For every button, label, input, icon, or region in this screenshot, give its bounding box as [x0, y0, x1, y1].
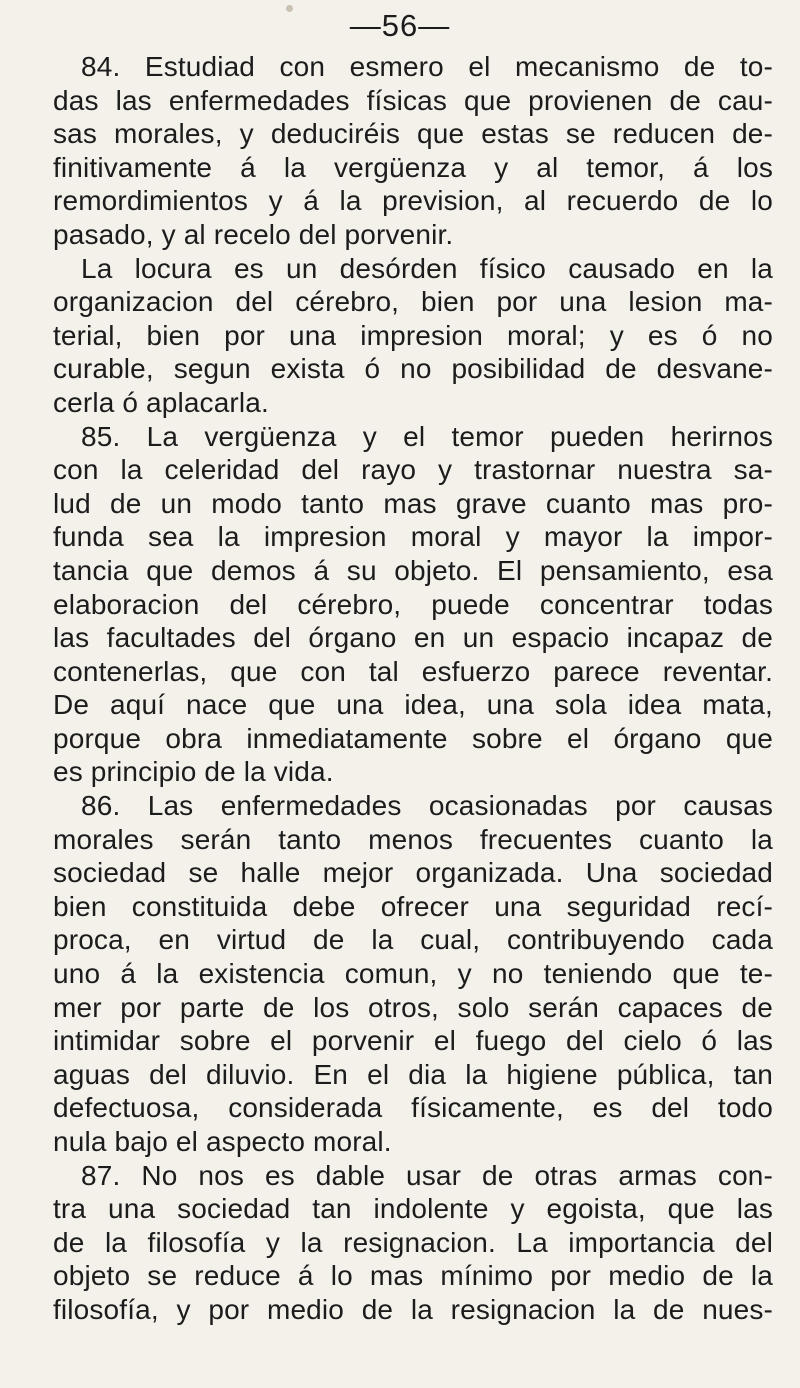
text-line: intimidar sobre el porvenir el fuego del cielo ó las: [53, 1025, 773, 1057]
text-line: nula bajo el aspecto moral.: [53, 1126, 392, 1157]
text-line: mer por parte de los otros, solo serán capaces de: [53, 991, 773, 1023]
text-line: pasado, y al recelo del porvenir.: [53, 218, 454, 250]
text-line: cerla ó aplacarla.: [53, 386, 269, 418]
text-line: tancia que demos á su objeto. El pensamiento, esa: [53, 554, 773, 586]
text-line: funda sea la impresion moral y mayor la impor-: [53, 521, 773, 553]
text-line: das las enfermedades físicas que provienen de cau-: [53, 84, 773, 116]
text-line: de la filosofía y la resignacion. La importancia del: [53, 1226, 773, 1258]
text-line: aguas del diluvio. En el dia la higiene pública, tan: [53, 1058, 773, 1090]
text-line: organizacion del cérebro, bien por una lesion ma-: [53, 286, 773, 318]
text-line: uno á la existencia comun, y no teniendo que te-: [53, 958, 773, 990]
text-line: finitivamente á la vergüenza y al temor, á los: [53, 151, 773, 183]
text-line: proca, en virtud de la cual, contribuyendo cada: [53, 924, 773, 956]
text-line: las facultades del órgano en un espacio incapaz de: [53, 622, 773, 654]
text-line: terial, bien por una impresion moral; y es ó no: [53, 319, 773, 351]
text-line: elaboracion del cérebro, puede concentrar todas: [53, 588, 773, 620]
text-line: De aquí nace que una idea, una sola idea mata,: [53, 689, 773, 721]
text-line: con la celeridad del rayo y trastornar nuestra sa-: [53, 454, 773, 486]
text-line: morales serán tanto menos frecuentes cuanto la: [53, 823, 773, 855]
text-line: filosofía, y por medio de la resignacion la de nues-: [53, 1293, 773, 1325]
text-line: porque obra inmediatamente sobre el órgano que: [53, 722, 773, 754]
text-line: sociedad se halle mejor organizada. Una sociedad: [53, 857, 773, 889]
text-line: 87. No nos es dable usar de otras armas con-: [81, 1159, 773, 1191]
text-line: curable, segun exista ó no posibilidad de desvane-: [53, 353, 773, 385]
text-line: La locura es un desórden físico causado en la: [81, 252, 773, 284]
text-line: lud de un modo tanto mas grave cuanto mas pro-: [53, 487, 773, 519]
text-line: contenerlas, que con tal esfuerzo parece reventar.: [53, 655, 773, 687]
text-line: 85. La vergüenza y el temor pueden herirnos: [81, 420, 773, 452]
text-line: defectuosa, considerada físicamente, es del todo: [53, 1092, 773, 1124]
text-line: sas morales, y deduciréis que estas se reducen de-: [53, 118, 773, 150]
body-text: [53, 50, 773, 1327]
text-line: objeto se reduce á lo mas mínimo por medio de la: [53, 1260, 773, 1292]
ink-blemish: [286, 5, 293, 12]
text-line: tra una sociedad tan indolente y egoista, que las: [53, 1193, 773, 1225]
text-line: remordimientos y á la prevision, al recuerdo de lo: [53, 185, 773, 217]
text-line: es principio de la vida.: [53, 756, 334, 788]
text-line: 84. Estudiad con esmero el mecanismo de to-: [81, 51, 773, 82]
text-line: bien constituida debe ofrecer una seguridad recí-: [53, 890, 773, 922]
text-line: 86. Las enfermedades ocasionadas por causas: [81, 790, 773, 822]
page-number: —56—: [349, 8, 451, 43]
